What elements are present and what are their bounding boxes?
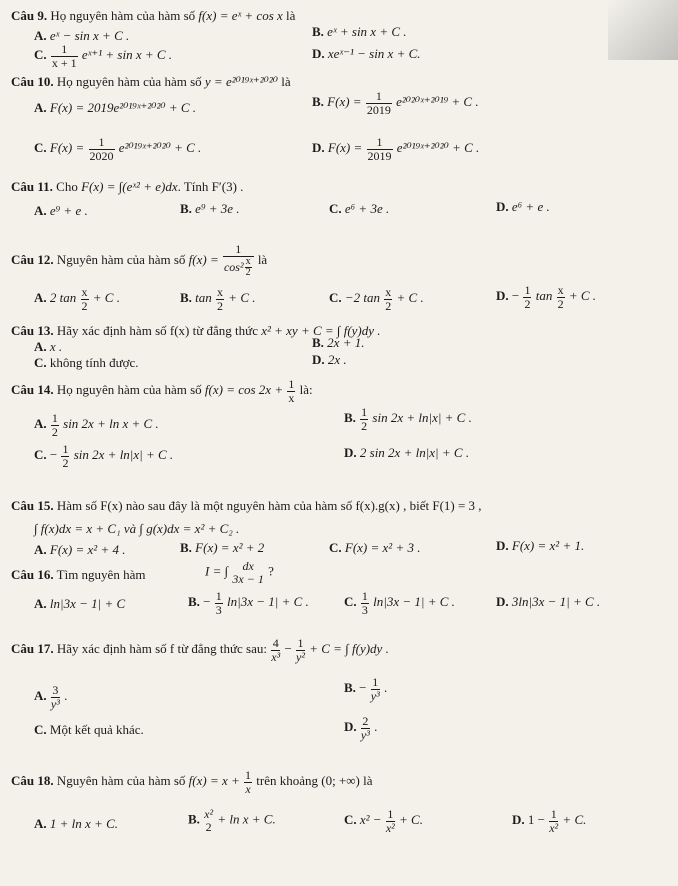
question-14-stem: Câu 14. Họ nguyên hàm của hàm số f(x) = cos 2x + $\frac{1}{x}$ là:	[11, 377, 313, 405]
question-17-stem: Câu 17. Hãy xác định hàm số f từ đẳng thức sau: $\frac{4}{\text{x³}}$ − $\frac{1}{\text{y²}} + C$ = ∫ f(y)dy .	[11, 636, 389, 664]
page-shadow	[608, 0, 678, 60]
question-13-option-d[interactable]: D. 2x .	[312, 352, 347, 367]
question-14-option-b[interactable]: B. $\frac{1}{2}$ sin 2x + ln|x| + C .	[344, 405, 472, 433]
question-18-stem: Câu 18. Nguyên hàm của hàm số f(x) = x + $\frac{1}{x}$ trên khoảng (0; +∞) là	[11, 768, 373, 796]
question-11-option-d[interactable]: D. e⁶ + e .	[496, 199, 550, 214]
question-12-option-b[interactable]: B. tan $\frac{x}{2}$ + C .	[180, 285, 256, 313]
question-16-option-d[interactable]: D. 3ln|3x − 1| + C .	[496, 594, 601, 609]
question-10-option-d[interactable]: D. F(x) = $\frac{1}{2019}$ e²⁰¹⁹ˣ⁺²⁰²⁰ + C .	[312, 135, 480, 163]
question-12-option-a[interactable]: A. 2 tan $\frac{x}{2}$ + C .	[34, 285, 120, 313]
fraction: $\frac{x}{2}$	[217, 285, 224, 313]
question-17-option-b[interactable]: B. − $\frac{1}{\text{y³}}$ .	[344, 675, 388, 703]
question-9-option-a[interactable]: A. eˣ − sin x + C .	[34, 28, 130, 43]
question-16-stem: Câu 16. Tìm nguyên hàm	[11, 567, 146, 582]
question-10-option-b[interactable]: B. F(x) = $\frac{1}{2019}$ e²⁰²⁰ˣ⁺²⁰¹⁹ + C .	[312, 89, 479, 117]
fraction: $\frac{4}{\text{x³}}$	[271, 636, 281, 664]
question-15-option-d[interactable]: D. F(x) = x² + 1.	[496, 538, 585, 553]
question-17-option-c[interactable]: C. Một kết quả khác.	[34, 722, 144, 737]
question-9-stem: Câu 9. Họ nguyên hàm của hàm số f(x) = eˣ + cos x là	[11, 8, 296, 23]
question-18-option-b[interactable]: B. x² 2 + ln x + C.	[188, 807, 276, 834]
question-17-option-a[interactable]: A. $\frac{3}{\text{y³}}$ .	[34, 683, 68, 711]
question-9-option-c[interactable]: C. $\frac{1}{x + 1}$ eˣ⁺¹ + sin x + C .	[34, 42, 173, 70]
fraction: $\frac{1}{x}$	[245, 768, 252, 796]
fraction: $\frac{3}{\text{y³}}$	[50, 683, 60, 711]
question-13-option-c[interactable]: C. không tính được.	[34, 355, 139, 370]
question-15-option-a[interactable]: A. F(x) = x² + 4 .	[34, 542, 126, 557]
question-11-option-c[interactable]: C. e⁶ + 3e .	[329, 201, 390, 216]
fraction: $\frac{1}{2}$	[524, 283, 531, 311]
question-9-option-b[interactable]: B. eˣ + sin x + C .	[312, 24, 407, 39]
fraction: $\frac{1}{\text{x²}}$	[385, 807, 395, 835]
fraction: $\frac{x}{2}$	[81, 285, 88, 313]
fraction: $\frac{1}{2019}$	[367, 135, 392, 163]
question-16-option-c[interactable]: C. $\frac{1}{3}$ ln|3x − 1| + C .	[344, 589, 455, 617]
fraction: x² 2	[204, 807, 214, 834]
question-12-option-d[interactable]: D. − $\frac{1}{2}$ tan $\frac{x}{2}$ + C .	[496, 283, 597, 311]
question-13-option-b[interactable]: B. 2x + 1.	[312, 335, 365, 350]
fraction: $\frac{1}{2}$	[361, 405, 368, 433]
question-16-option-b[interactable]: B. − $\frac{1}{3}$ ln|3x − 1| + C .	[188, 589, 309, 617]
question-12-option-c[interactable]: C. −2 tan $\frac{x}{2}$ + C .	[329, 285, 424, 313]
fraction: dx 3x − 1	[232, 559, 264, 586]
fraction: $\frac{1}{\text{x²}}$	[549, 807, 559, 835]
question-13-option-a[interactable]: A. x .	[34, 339, 63, 354]
question-18-option-c[interactable]: C. x² − $\frac{1}{\text{x²}} + C$.	[344, 807, 423, 835]
fraction: $\frac{1}{3}$	[361, 589, 368, 617]
question-15-option-b[interactable]: B. F(x) = x² + 2	[180, 540, 265, 555]
question-10-option-c[interactable]: C. F(x) = $\frac{1}{2020}$ e²⁰¹⁹ˣ⁺²⁰²⁰ + C .	[34, 135, 202, 163]
question-15-condition: ∫ f(x)dx = x + C₁ và ∫ g(x)dx = x² + C₂ .	[34, 521, 240, 536]
fraction: $\frac{1}{x}$	[288, 377, 295, 405]
question-14-option-d[interactable]: D. 2 sin 2x + ln|x| + C .	[344, 445, 470, 460]
fraction: $\frac{1}{2}$	[62, 442, 69, 470]
question-14-option-c[interactable]: C. − $\frac{1}{2}$ sin 2x + ln|x| + C .	[34, 442, 174, 470]
question-16-integral: I = ∫ dx 3x − 1 ?	[205, 559, 274, 586]
fraction: $\frac{1}{2020}$	[89, 135, 114, 163]
fraction: $\frac{1}{\text{y²}}$	[296, 636, 305, 664]
question-15-stem: Câu 15. Hàm số F(x) nào sau đây là một nguyên hàm của hàm số f(x).g(x) , biết F(1) = 3 ,	[11, 498, 482, 513]
question-10-stem: Câu 10. Họ nguyên hàm của hàm số y = e²⁰¹⁹ˣ⁺²⁰²⁰ là	[11, 74, 291, 89]
fraction: $\frac{1}{x + 1}$	[51, 42, 77, 70]
question-18-option-a[interactable]: A. 1 + ln x + C.	[34, 816, 118, 831]
fraction: $\frac{2}{\text{y³}}$	[360, 714, 370, 742]
question-11-option-a[interactable]: A. e⁹ + e .	[34, 203, 88, 218]
fraction: $\frac{1}{2019}$	[366, 89, 391, 117]
question-18-option-d[interactable]: D. 1 − $\frac{1}{\text{x²}} + C$.	[512, 807, 587, 835]
question-12-stem: Câu 12. Nguyên hàm của hàm số f(x) = 1 cos² $\frac{x}{2}$ là	[11, 242, 268, 279]
question-9-option-d[interactable]: D. xeˣ⁻¹ − sin x + C.	[312, 46, 421, 61]
fraction: 1 cos² $\frac{x}{2}$	[223, 243, 254, 279]
fraction: $\frac{x}{2}$	[557, 283, 564, 311]
question-14-option-a[interactable]: A. $\frac{1}{2}$ sin 2x + ln x + C .	[34, 411, 159, 439]
question-15-option-c[interactable]: C. F(x) = x² + 3 .	[329, 540, 421, 555]
question-10-option-a[interactable]: A. F(x) = 2019e²⁰¹⁹ˣ⁺²⁰²⁰ + C .	[34, 100, 197, 115]
question-13-stem: Câu 13. Hãy xác định hàm số f(x) từ đẳng thức x² + xy + C = ∫ f(y)dy .	[11, 323, 381, 338]
fraction: $\frac{1}{2}$	[51, 411, 58, 439]
question-11-stem: Câu 11. Cho F(x) = ∫(eˣ² + e)dx. Tính F′(3) .	[11, 179, 244, 194]
fraction: $\frac{1}{\text{y³}}$	[370, 675, 380, 703]
question-11-option-b[interactable]: B. e⁹ + 3e .	[180, 201, 240, 216]
fraction: $\frac{x}{2}$	[385, 285, 392, 313]
question-16-option-a[interactable]: A. ln|3x − 1| + C	[34, 596, 126, 611]
question-17-option-d[interactable]: D. $\frac{2}{\text{y³}}$ .	[344, 714, 378, 742]
fraction: $\frac{1}{3}$	[215, 589, 222, 617]
